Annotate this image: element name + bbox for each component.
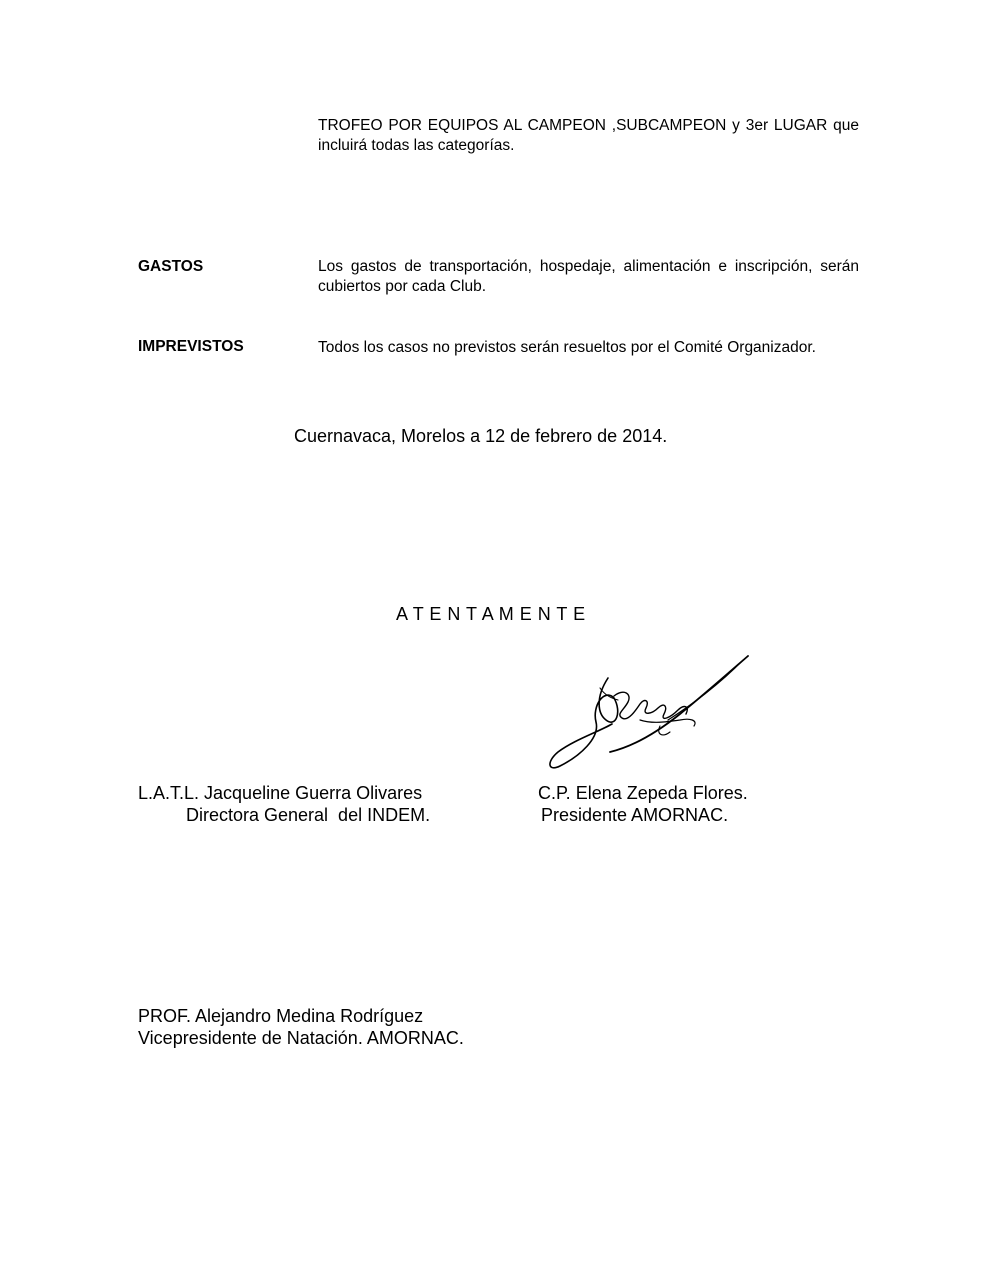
signatory-2-name: C.P. Elena Zepeda Flores.: [538, 783, 748, 803]
gastos-label: GASTOS: [138, 258, 204, 275]
imprevistos-label: IMPREVISTOS: [138, 338, 244, 355]
closing-atentamente: A T E N T A M E N T E: [396, 604, 586, 624]
signature-mark: [540, 648, 760, 778]
signatory-3-name: PROF. Alejandro Medina Rodríguez: [138, 1006, 424, 1026]
place-date: Cuernavaca, Morelos a 12 de febrero de 2014.: [294, 426, 668, 446]
signatory-3-title: Vicepresidente de Natación. AMORNAC.: [138, 1028, 464, 1048]
signatory-1-name: L.A.T.L. Jacqueline Guerra Olivares: [138, 783, 423, 803]
gastos-paragraph: Los gastos de transportación, hospedaje, alimentación e inscripción, serán cubiertos por cada Club.: [318, 258, 859, 295]
signatory-2-title: Presidente AMORNAC.: [541, 805, 729, 825]
signatory-1-title: Directora General del INDEM.: [186, 805, 431, 825]
imprevistos-paragraph: Todos los casos no previstos serán resueltos por el Comité Organizador.: [318, 339, 816, 356]
trofeo-paragraph: TROFEO POR EQUIPOS AL CAMPEON ,SUBCAMPEON y 3er LUGAR que incluirá todas las categorías.: [318, 117, 859, 154]
